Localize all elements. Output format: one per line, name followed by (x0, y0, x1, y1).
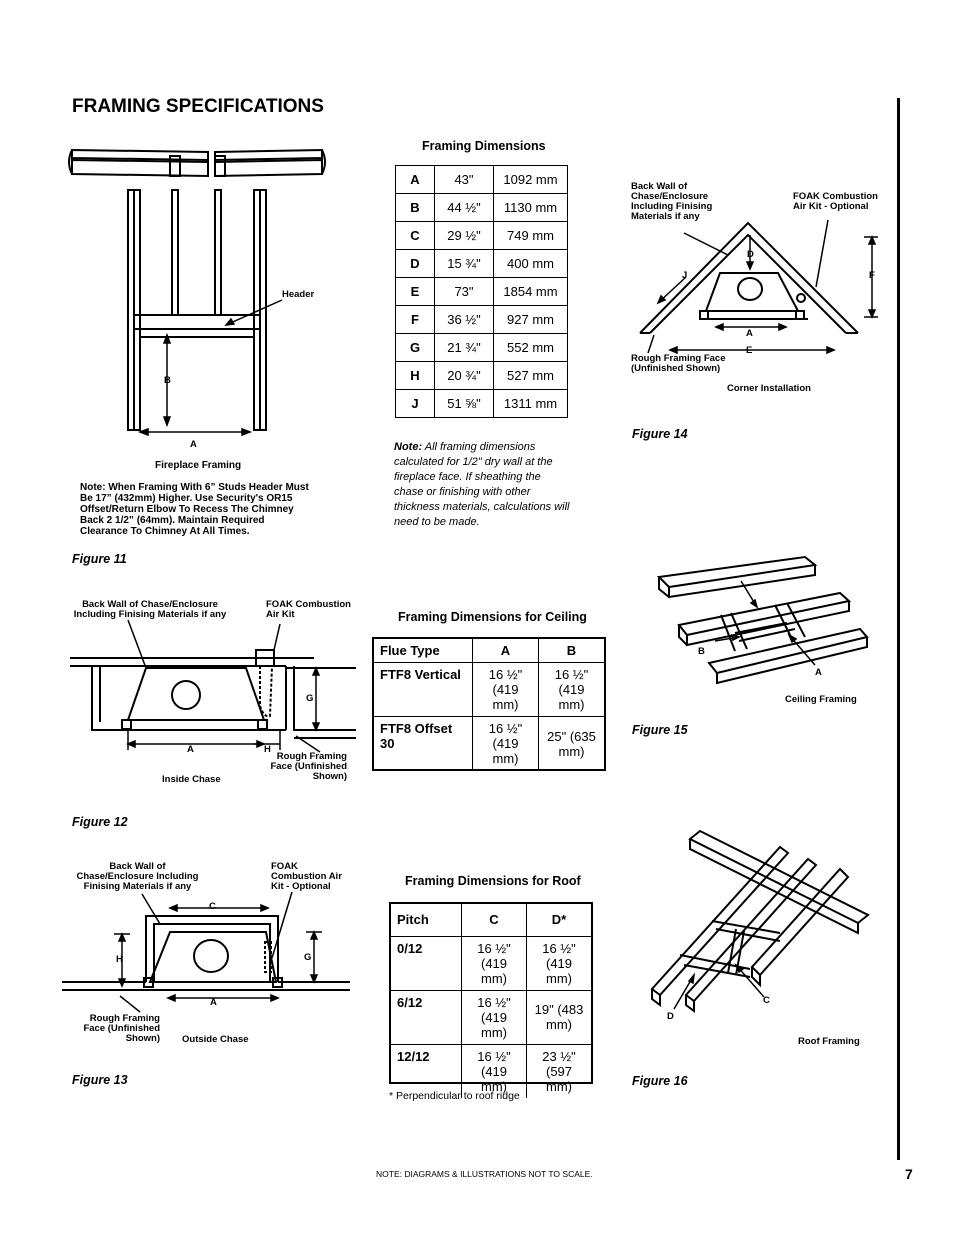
figure-11-caption: Figure 11 (72, 552, 127, 566)
outside-chase-title: Outside Chase (182, 1034, 249, 1045)
roof-framing-diagram (640, 825, 870, 1025)
table-header-row (391, 904, 591, 936)
millimeters-cell: 1130 mm (494, 194, 568, 222)
dim-c-label: C (209, 901, 216, 912)
inches-cell: 51 ⅝" (435, 390, 494, 418)
flue-type-cell: FTF8 Offset 30 (374, 717, 473, 771)
a-value-cell: 16 ½" (419 mm) (473, 717, 539, 771)
framing-dimensions-table (395, 165, 568, 418)
inside-chase-diagram (68, 620, 358, 760)
dim-d-label: D (747, 249, 754, 260)
d-value-cell: 16 ½" (419 mm) (527, 936, 592, 990)
corner-installation-title: Corner Installation (727, 383, 811, 394)
dim-d-label: D (667, 1011, 674, 1022)
table-row (374, 663, 604, 717)
header-a: A (473, 639, 539, 663)
foak-label: FOAK Combustion Air Kit - Optional (271, 861, 342, 892)
header-label: Header (282, 289, 315, 300)
millimeters-cell: 927 mm (494, 306, 568, 334)
back-wall-label: Back Wall of Chase/Enclosure Including Finising Materials if any (76, 861, 199, 892)
table-row (391, 936, 591, 990)
foak-label: FOAK Combustion Air Kit - Optional (793, 191, 878, 212)
dim-a-label: A (190, 439, 197, 450)
rough-framing-label: Rough Framing Face (Unfinished Shown) (83, 1013, 160, 1044)
pitch-cell: 6/12 (391, 990, 462, 1044)
right-margin-rule (897, 98, 900, 1160)
ceiling-framing-title: Ceiling Framing (785, 694, 857, 705)
back-wall-label: Back Wall of Chase/Enclosure Including Finising Materials if any (73, 599, 227, 620)
inside-chase-title: Inside Chase (162, 774, 221, 785)
dim-h-label: H (264, 744, 271, 755)
dim-g-label: G (304, 952, 312, 963)
ceiling-table (374, 639, 604, 770)
d-value-cell: 23 ½" (597 mm) (527, 1044, 592, 1098)
dim-h-label: H (116, 954, 123, 965)
roof-table (391, 904, 591, 1098)
pitch-cell: 0/12 (391, 936, 462, 990)
pitch-cell: 12/12 (391, 1044, 462, 1098)
inches-cell: 43" (435, 166, 494, 194)
roof-table-frame (389, 902, 593, 1094)
inches-cell: 29 ½" (435, 222, 494, 250)
dim-a-label: A (815, 667, 822, 678)
fig11-note: Note: When Framing With 6” Studs Header Must Be 17” (432mm) Higher. Use Security's OR15 Offset/Return Elbow To Recess The Chimney Back 2 1/2” (64mm). Maintain Required Clearance To Chimney At All Times. (80, 482, 309, 537)
millimeters-cell: 527 mm (494, 362, 568, 390)
c-value-cell: 16 ½" (419 mm) (462, 936, 527, 990)
dimension-letter-cell: J (396, 390, 435, 418)
rough-framing-label: Rough Framing Face (Unfinished Shown) (270, 751, 347, 782)
figure-13-caption: Figure 13 (72, 1073, 128, 1087)
fireplace-framing-title: Fireplace Framing (155, 460, 242, 471)
roof-table-title: Framing Dimensions for Roof (405, 874, 581, 888)
c-value-cell: 16 ½" (419 mm) (462, 990, 527, 1044)
dimension-letter-cell: C (396, 222, 435, 250)
table-row (396, 390, 568, 418)
dim-j-label: J (682, 270, 688, 281)
back-wall-label: Back Wall of Chase/Enclosure Including Finising Materials if any (631, 181, 713, 222)
inches-cell: 73" (435, 278, 494, 306)
table-row (396, 306, 568, 334)
ceiling-table-frame (372, 637, 606, 771)
foak-label: FOAK Combustion Air Kit (266, 599, 351, 620)
dimension-letter-cell: A (396, 166, 435, 194)
header-c: C (462, 904, 527, 936)
millimeters-cell: 1854 mm (494, 278, 568, 306)
dim-c-label: C (763, 995, 770, 1006)
dim-e-label: E (746, 345, 753, 356)
header-d: D* (527, 904, 592, 936)
dim-a-label: A (746, 328, 753, 339)
b-value-cell: 25" (635 mm) (539, 717, 605, 771)
corner-installation-diagram (628, 215, 878, 355)
dim-g-label: G (306, 693, 314, 704)
figure-14-caption: Figure 14 (632, 427, 688, 441)
inches-cell: 36 ½" (435, 306, 494, 334)
figure-16-caption: Figure 16 (632, 1074, 688, 1088)
dim-f-label: F (869, 270, 875, 281)
roof-framing-title: Roof Framing (798, 1036, 860, 1047)
millimeters-cell: 552 mm (494, 334, 568, 362)
table-row (396, 362, 568, 390)
dim-a-label: A (187, 744, 194, 755)
table-row (396, 194, 568, 222)
inches-cell: 20 ¾" (435, 362, 494, 390)
note-text: All framing dimensions calculated for 1/2" dry wall at the fireplace face. If sheathing the chase or finishing with other thickness materials, calculations will need to be made. (394, 441, 570, 528)
b-value-cell: 16 ½" (419 mm) (539, 663, 605, 717)
table-row (374, 717, 604, 771)
millimeters-cell: 1311 mm (494, 390, 568, 418)
a-value-cell: 16 ½" (419 mm) (473, 663, 539, 717)
dim-b-label: B (698, 646, 705, 657)
inches-cell: 21 ¾" (435, 334, 494, 362)
dimension-letter-cell: H (396, 362, 435, 390)
figure-12-caption: Figure 12 (72, 815, 128, 829)
figure-15-caption: Figure 15 (632, 723, 688, 737)
table-row (396, 166, 568, 194)
page-title: FRAMING SPECIFICATIONS (72, 96, 324, 117)
framing-dimensions-title: Framing Dimensions (422, 139, 546, 153)
rough-framing-label: Rough Framing Face (Unfinished Shown) (631, 353, 726, 374)
dimension-letter-cell: F (396, 306, 435, 334)
c-value-cell: 16 ½" (419 mm) (462, 1044, 527, 1098)
page-number: 7 (905, 1166, 913, 1182)
table-header-row (374, 639, 604, 663)
table-row (396, 278, 568, 306)
millimeters-cell: 400 mm (494, 250, 568, 278)
inches-cell: 15 ¾" (435, 250, 494, 278)
ceiling-framing-diagram (655, 555, 870, 685)
header-flue-type: Flue Type (374, 639, 473, 663)
table-row (391, 990, 591, 1044)
header-b: B (539, 639, 605, 663)
framing-dimensions-note (394, 440, 570, 530)
d-value-cell: 19" (483 mm) (527, 990, 592, 1044)
dimension-letter-cell: B (396, 194, 435, 222)
footer-note: NOTE: DIAGRAMS & ILLUSTRATIONS NOT TO SCALE. (376, 1169, 593, 1179)
dim-a-label: A (210, 997, 217, 1008)
dimension-letter-cell: D (396, 250, 435, 278)
inches-cell: 44 ½" (435, 194, 494, 222)
table-row (396, 250, 568, 278)
dimension-letter-cell: E (396, 278, 435, 306)
table-row (396, 222, 568, 250)
roof-table-footnote: * Perpendicular to roof ridge (389, 1090, 520, 1102)
millimeters-cell: 749 mm (494, 222, 568, 250)
ceiling-table-title: Framing Dimensions for Ceiling (398, 610, 587, 624)
note-lead: Note: (394, 441, 423, 453)
dim-b-label: B (164, 375, 171, 386)
dimension-letter-cell: G (396, 334, 435, 362)
table-row (396, 334, 568, 362)
header-pitch: Pitch (391, 904, 462, 936)
millimeters-cell: 1092 mm (494, 166, 568, 194)
flue-type-cell: FTF8 Vertical (374, 663, 473, 717)
